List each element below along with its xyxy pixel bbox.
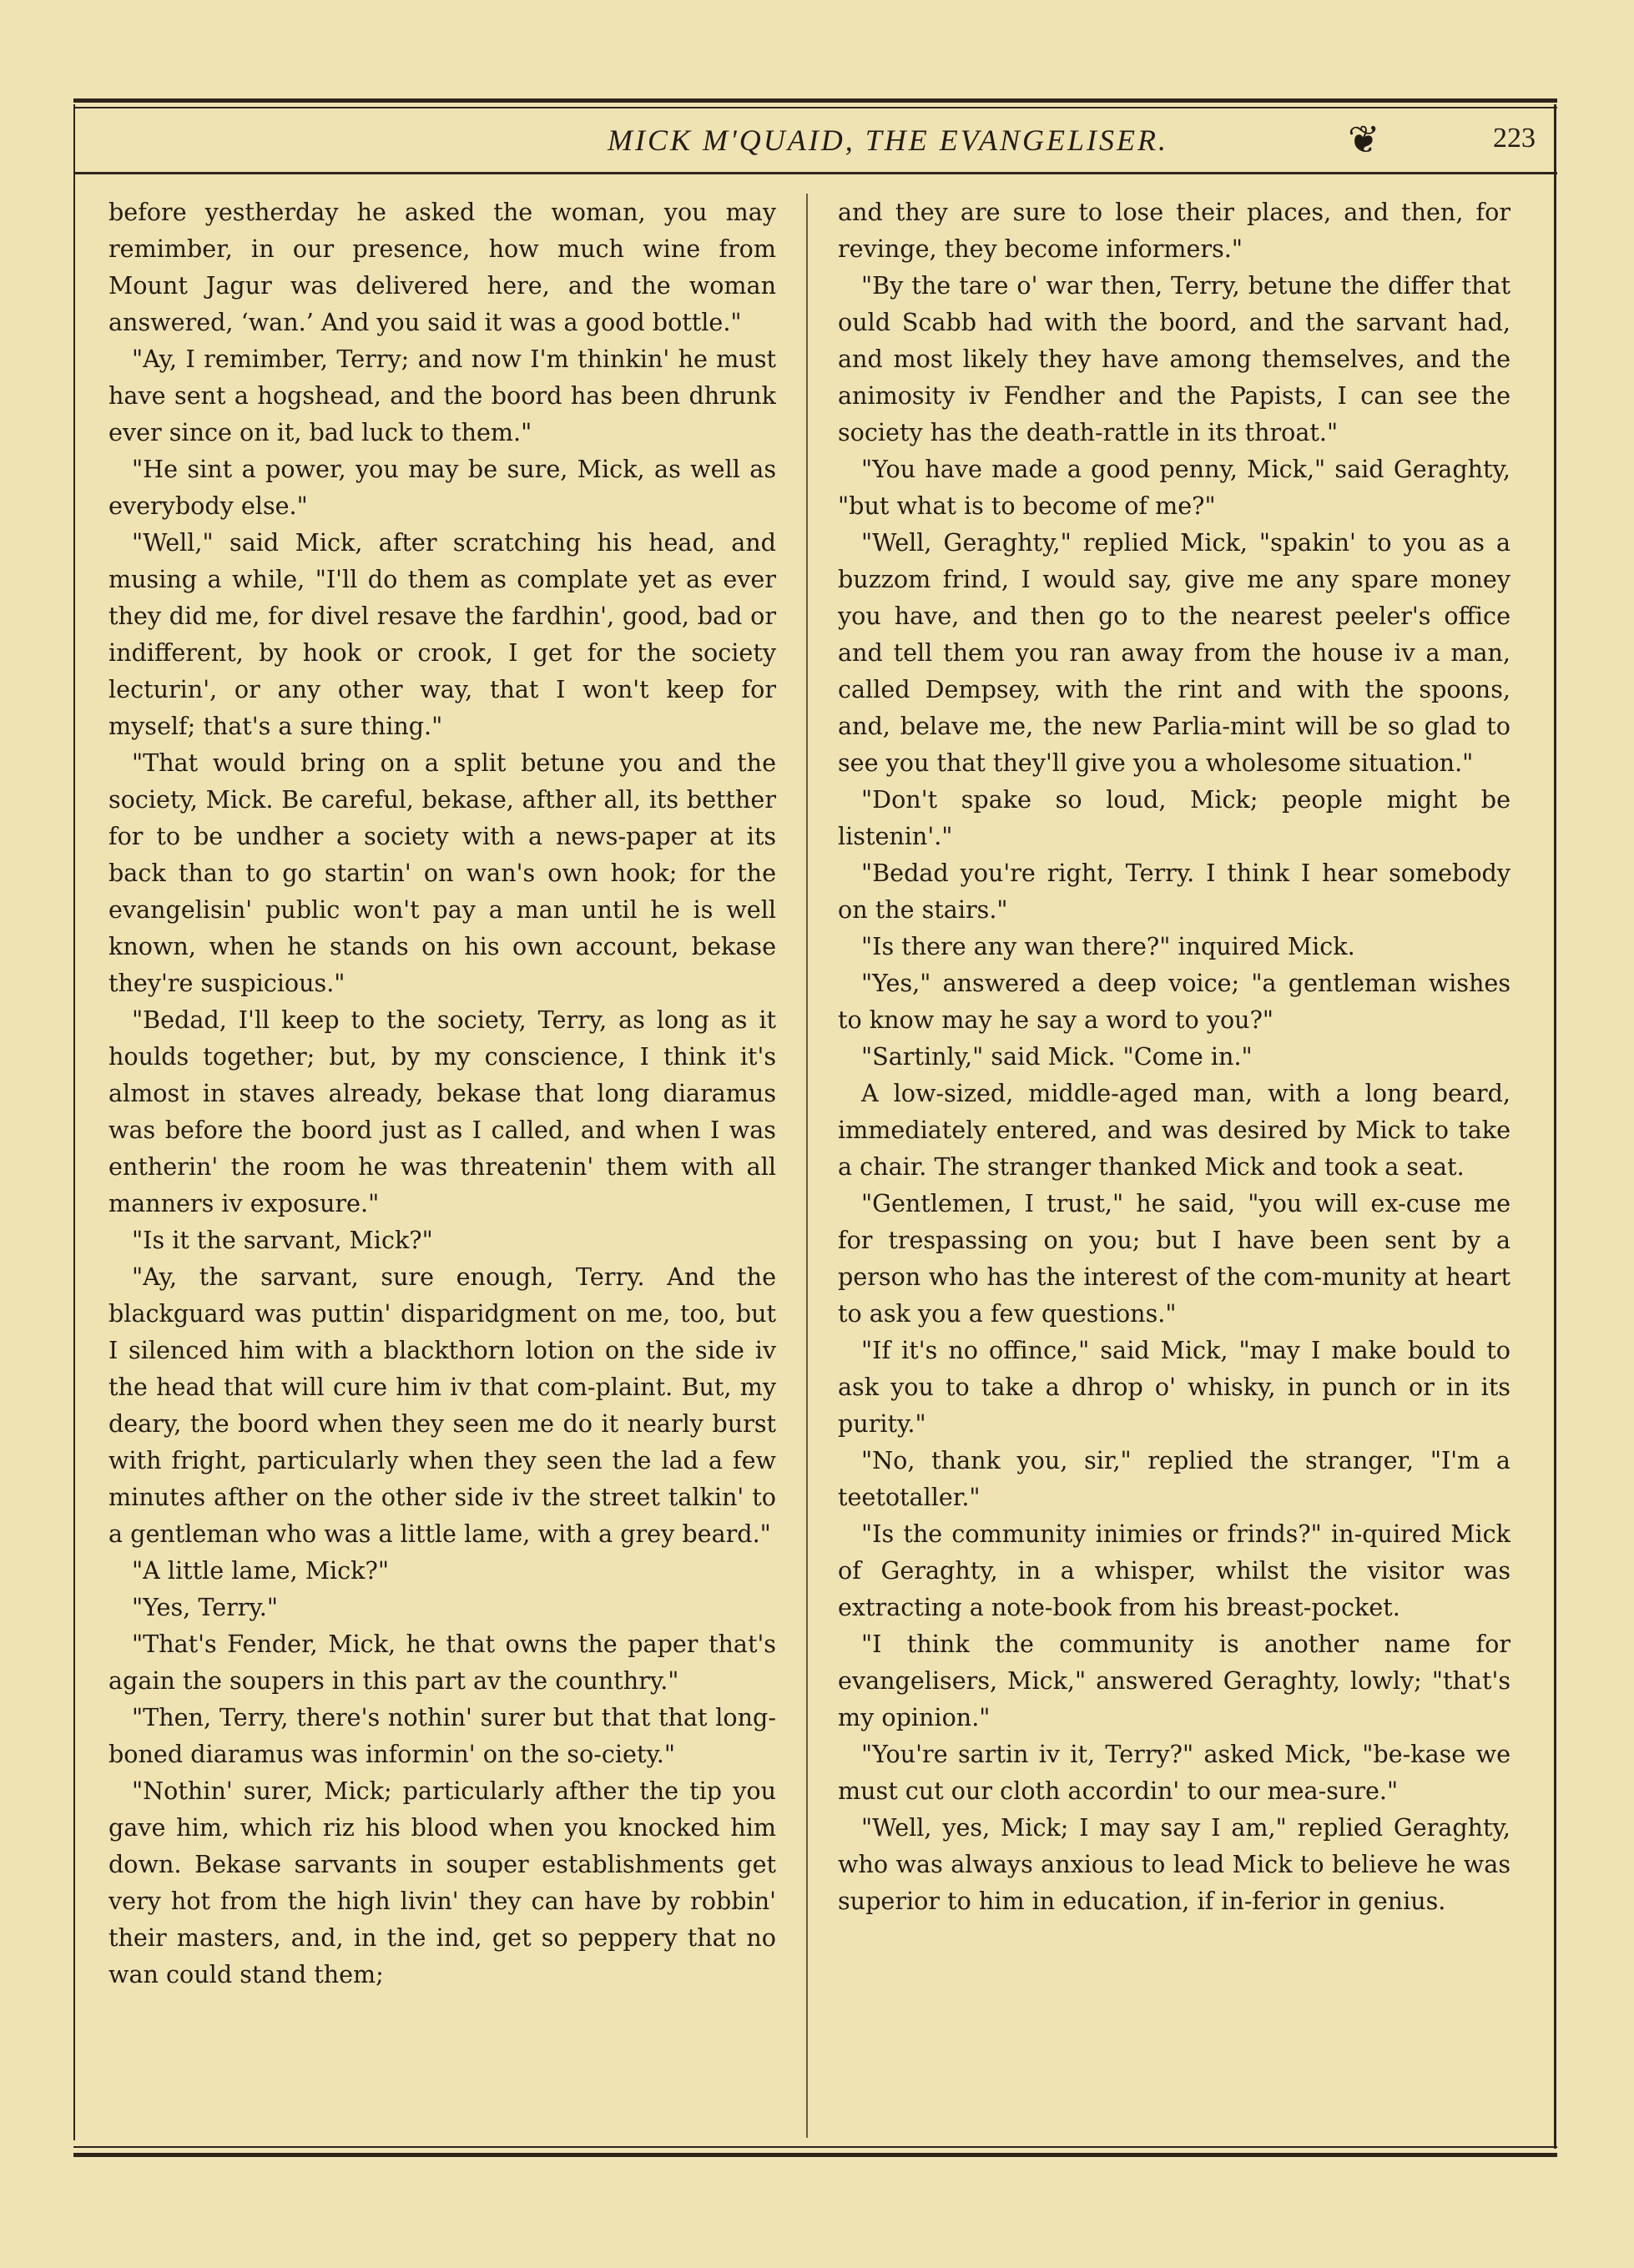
page-number: 223 — [1493, 123, 1536, 154]
paragraph: "You have made a good penny, Mick," said Geraghty, "but what is to become of me?" — [838, 455, 1510, 520]
paragraph: "Yes," answered a deep voice; "a gentleman wishes to know may he say a word to you?" — [838, 969, 1510, 1034]
paragraph: "You're sartin iv it, Terry?" asked Mick, "be-kase we must cut our cloth accordin' to our mea-sure." — [838, 1740, 1510, 1805]
paragraph: "Well, yes, Mick; I may say I am," replied Geraghty, who was always anxious to lead Mick to believe he was superior to him in education, if in-ferior in genius. — [838, 1813, 1510, 1915]
bottom-rule-thin — [73, 2146, 1557, 2148]
paragraph: "Is there any wan there?" inquired Mick. — [861, 932, 1355, 960]
top-rule-thin — [73, 107, 1557, 108]
header-underline — [73, 172, 1557, 174]
right-border-line — [1554, 104, 1556, 2149]
paragraph: "Gentlemen, I trust," he said, "you will ex-cuse me for trespassing on you; but I have been sent by a person who has the interest of the com-munity at heart to ask you a few questions." — [838, 1189, 1510, 1328]
paragraph: "A little lame, Mick?" — [132, 1556, 389, 1585]
paragraph: "Is it the sarvant, Mick?" — [132, 1226, 433, 1254]
text-column-left — [108, 194, 776, 2143]
paragraph: "I think the community is another name for evangelisers, Mick," answered Geraghty, lowly; "that's my opinion." — [838, 1630, 1510, 1731]
paragraph: A low-sized, middle-aged man, with a long beard, immediately entered, and was desired by Mick to take a chair. The stranger thanked Mick and took a seat. — [838, 1079, 1510, 1181]
paragraph: "He sint a power, you may be sure, Mick, as well as everybody else." — [108, 455, 776, 520]
paragraph: "Bedad you're right, Terry. I think I hear somebody on the stairs." — [838, 859, 1510, 924]
paragraph: before yestherday he asked the woman, you may remimber, in our presence, how much wine from Mount Jagur was delivered here, and the woman answered, ‘wan.’ And you said it was a good bottle." — [108, 198, 776, 336]
paragraph: "Nothin' surer, Mick; particularly afther the tip you gave him, which riz his blood when you knocked him down. Bekase sarvants in souper establishments get very hot from the high livin' they can have by robbin' their masters, and, in the ind, get so peppery that no wan could stand them; — [108, 1777, 776, 1988]
paragraph: and they are sure to lose their places, and then, for revinge, they become informers." — [838, 198, 1510, 263]
paragraph: "That's Fender, Mick, he that owns the paper that's again the soupers in this part av the counthry." — [108, 1630, 776, 1695]
header-ornament-icon: ❦ — [1348, 117, 1380, 162]
paragraph: "By the tare o' war then, Terry, betune the differ that ould Scabb had with the boord, and the sarvant had, and most likely they have among themselves, and the animosity iv Fendher and the Papists, I can see the society has the death-rattle in its throat." — [838, 271, 1510, 446]
paragraph: "Well," said Mick, after scratching his head, and musing a while, "I'll do them as complate yet as ever they did me, for divel resave the fardhin', good, bad or indifferent, by hook or crook, I get for the society lecturin', or any other way, that I won't keep for myself; that's a sure thing." — [108, 528, 776, 740]
bottom-rule-thick — [73, 2153, 1557, 2157]
left-border-line — [73, 104, 75, 2140]
top-rule-thick — [73, 98, 1557, 103]
paragraph: "Don't spake so loud, Mick; people might be listenin'." — [838, 785, 1510, 850]
paragraph: "Ay, the sarvant, sure enough, Terry. And the blackguard was puttin' disparidgment on me, too, but I silenced him with a blackthorn lotion on the side iv the head that will cure him iv that com-plaint. But, my deary, the boord when they seen me do it nearly burst with fright, particularly when they seen the lad a few minutes afther on the other side iv the street talkin' to a gentleman who was a little lame, with a grey beard." — [108, 1263, 776, 1548]
paragraph: "Ay, I remimber, Terry; and now I'm thinkin' he must have sent a hogshead, and the boord has been dhrunk ever since on it, bad luck to them." — [108, 345, 776, 446]
running-header-title: MICK M'QUAID, THE EVANGELISER. — [608, 123, 1168, 157]
text-column-right — [838, 194, 1510, 2143]
paragraph: "Sartinly," said Mick. "Come in." — [861, 1042, 1253, 1071]
column-divider — [806, 194, 808, 2138]
paragraph: "That would bring on a split betune you and the society, Mick. Be careful, bekase, afther all, its betther for to be undher a society with a news-paper at its back than to go startin' on wan's own hook; for the evangelisin' public won't pay a man until he is well known, when he stands on his own account, bekase they're suspicious." — [108, 748, 776, 997]
paragraph: "Bedad, I'll keep to the society, Terry, as long as it houlds together; but, by my conscience, I think it's almost in staves already, bekase that long diaramus was before the boord just as I called, and when I was entherin' the room he was threatenin' them with all manners iv exposure." — [108, 1005, 776, 1217]
paragraph: "Is the community inimies or frinds?" in-quired Mick of Geraghty, in a whisper, whilst the visitor was extracting a note-book from his breast-pocket. — [838, 1520, 1510, 1621]
paragraph: "No, thank you, sir," replied the stranger, "I'm a teetotaller." — [838, 1446, 1510, 1511]
paragraph: "Yes, Terry." — [132, 1593, 279, 1621]
paragraph: "Well, Geraghty," replied Mick, "spakin' to you as a buzzom frind, I would say, give me any spare money you have, and then go to the nearest peeler's office and tell them you ran away from the house iv a man, called Dempsey, with the rint and with the spoons, and, belave me, the new Parlia-mint will be so glad to see you that they'll give you a wholesome situation." — [838, 528, 1510, 777]
paragraph: "Then, Terry, there's nothin' surer but that that long-boned diaramus was informin' on the so-ciety." — [108, 1703, 776, 1768]
paragraph: "If it's no offince," said Mick, "may I make bould to ask you to take a dhrop o' whisky, in punch or in its purity." — [838, 1336, 1510, 1438]
